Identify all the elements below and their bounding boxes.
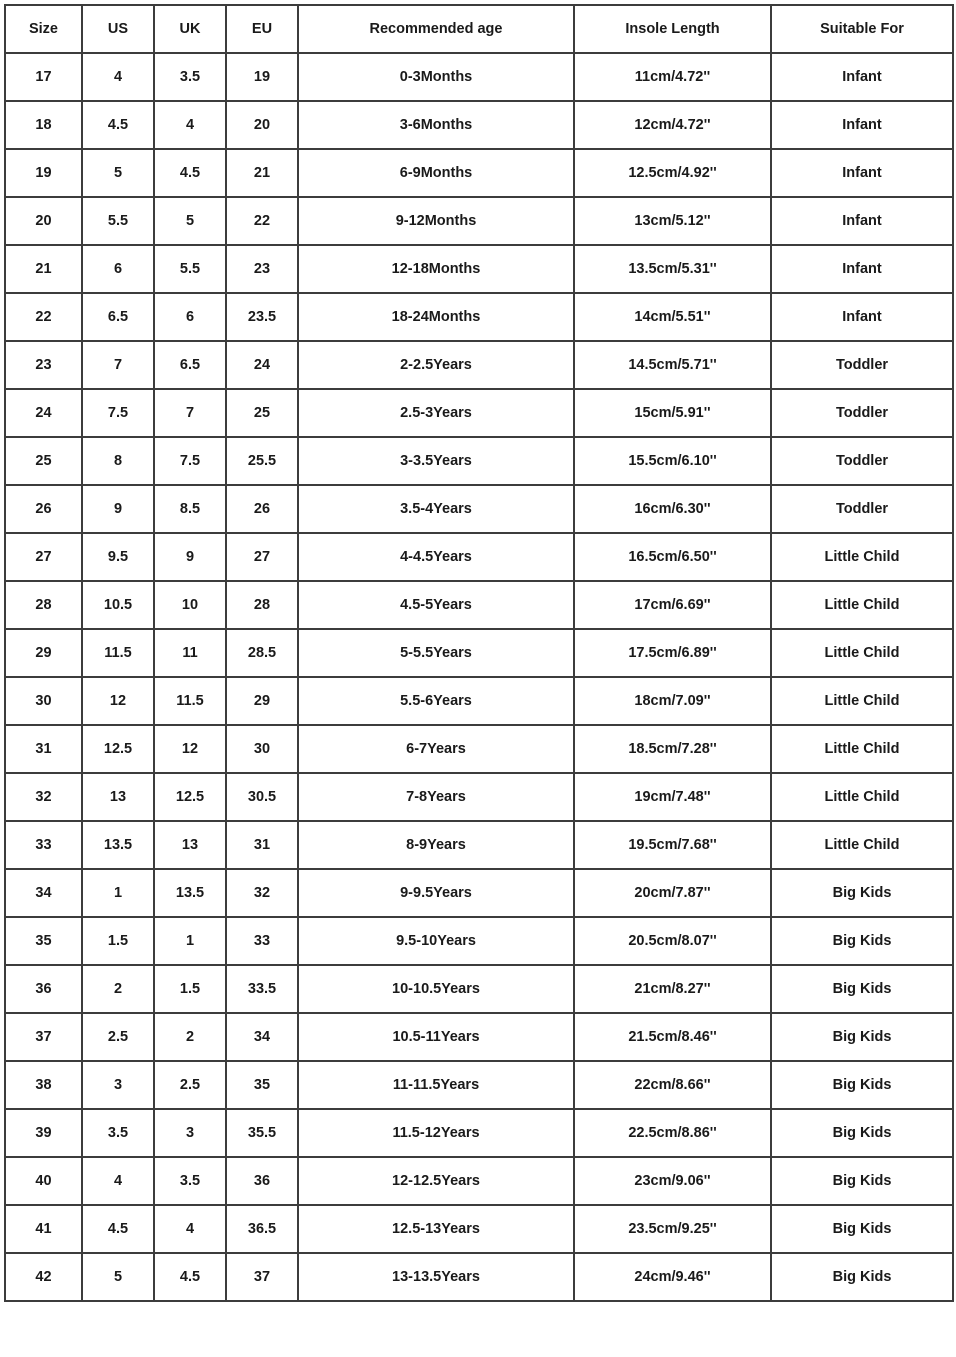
cell-recommended-age: 3-3.5Years — [298, 437, 574, 485]
cell-size: 17 — [5, 53, 82, 101]
table-row — [5, 197, 953, 245]
table-row — [5, 1061, 953, 1109]
table-row — [5, 389, 953, 437]
cell-eu: 37 — [226, 1253, 298, 1301]
cell-recommended-age: 6-7Years — [298, 725, 574, 773]
cell-us: 6 — [82, 245, 154, 293]
cell-eu: 30 — [226, 725, 298, 773]
cell-size: 19 — [5, 149, 82, 197]
cell-insole-length: 12cm/4.72'' — [574, 101, 771, 149]
cell-eu: 34 — [226, 1013, 298, 1061]
cell-recommended-age: 3-6Months — [298, 101, 574, 149]
cell-uk: 2.5 — [154, 1061, 226, 1109]
cell-us: 13 — [82, 773, 154, 821]
cell-suitable-for: Infant — [771, 149, 953, 197]
cell-eu: 22 — [226, 197, 298, 245]
cell-eu: 36 — [226, 1157, 298, 1205]
cell-recommended-age: 9-12Months — [298, 197, 574, 245]
table-row — [5, 965, 953, 1013]
cell-eu: 32 — [226, 869, 298, 917]
cell-eu: 25 — [226, 389, 298, 437]
cell-size: 42 — [5, 1253, 82, 1301]
cell-size: 20 — [5, 197, 82, 245]
cell-eu: 30.5 — [226, 773, 298, 821]
cell-eu: 33.5 — [226, 965, 298, 1013]
table-row — [5, 773, 953, 821]
cell-us: 10.5 — [82, 581, 154, 629]
cell-us: 13.5 — [82, 821, 154, 869]
cell-suitable-for: Toddler — [771, 437, 953, 485]
cell-uk: 3 — [154, 1109, 226, 1157]
cell-uk: 2 — [154, 1013, 226, 1061]
table-row — [5, 1205, 953, 1253]
cell-recommended-age: 18-24Months — [298, 293, 574, 341]
table-row — [5, 821, 953, 869]
cell-insole-length: 13.5cm/5.31'' — [574, 245, 771, 293]
cell-uk: 7 — [154, 389, 226, 437]
cell-recommended-age: 11-11.5Years — [298, 1061, 574, 1109]
table-body — [5, 53, 953, 1301]
cell-suitable-for: Little Child — [771, 581, 953, 629]
cell-size: 29 — [5, 629, 82, 677]
cell-size: 21 — [5, 245, 82, 293]
cell-us: 7 — [82, 341, 154, 389]
cell-insole-length: 24cm/9.46'' — [574, 1253, 771, 1301]
cell-suitable-for: Toddler — [771, 485, 953, 533]
cell-eu: 19 — [226, 53, 298, 101]
table-row — [5, 293, 953, 341]
cell-size: 36 — [5, 965, 82, 1013]
cell-eu: 35 — [226, 1061, 298, 1109]
cell-uk: 1.5 — [154, 965, 226, 1013]
table-row — [5, 149, 953, 197]
cell-eu: 27 — [226, 533, 298, 581]
cell-eu: 21 — [226, 149, 298, 197]
table-row — [5, 1253, 953, 1301]
cell-suitable-for: Little Child — [771, 677, 953, 725]
cell-eu: 26 — [226, 485, 298, 533]
cell-recommended-age: 5-5.5Years — [298, 629, 574, 677]
cell-uk: 6.5 — [154, 341, 226, 389]
cell-insole-length: 17cm/6.69'' — [574, 581, 771, 629]
table-row — [5, 1157, 953, 1205]
cell-uk: 6 — [154, 293, 226, 341]
cell-size: 34 — [5, 869, 82, 917]
cell-uk: 11.5 — [154, 677, 226, 725]
cell-size: 31 — [5, 725, 82, 773]
cell-recommended-age: 12.5-13Years — [298, 1205, 574, 1253]
cell-insole-length: 18cm/7.09'' — [574, 677, 771, 725]
cell-size: 38 — [5, 1061, 82, 1109]
header-us: US — [82, 5, 154, 53]
table-row — [5, 725, 953, 773]
cell-insole-length: 13cm/5.12'' — [574, 197, 771, 245]
cell-uk: 4 — [154, 1205, 226, 1253]
cell-suitable-for: Infant — [771, 197, 953, 245]
cell-recommended-age: 13-13.5Years — [298, 1253, 574, 1301]
cell-insole-length: 14.5cm/5.71'' — [574, 341, 771, 389]
cell-uk: 4.5 — [154, 149, 226, 197]
cell-recommended-age: 9-9.5Years — [298, 869, 574, 917]
cell-size: 41 — [5, 1205, 82, 1253]
header-uk: UK — [154, 5, 226, 53]
cell-us: 5.5 — [82, 197, 154, 245]
cell-insole-length: 15cm/5.91'' — [574, 389, 771, 437]
cell-size: 18 — [5, 101, 82, 149]
cell-suitable-for: Infant — [771, 293, 953, 341]
cell-eu: 36.5 — [226, 1205, 298, 1253]
cell-us: 7.5 — [82, 389, 154, 437]
cell-eu: 35.5 — [226, 1109, 298, 1157]
table-row — [5, 245, 953, 293]
cell-recommended-age: 12-12.5Years — [298, 1157, 574, 1205]
cell-uk: 1 — [154, 917, 226, 965]
cell-uk: 9 — [154, 533, 226, 581]
cell-size: 37 — [5, 1013, 82, 1061]
cell-recommended-age: 5.5-6Years — [298, 677, 574, 725]
table-header — [5, 5, 953, 53]
cell-suitable-for: Little Child — [771, 821, 953, 869]
cell-recommended-age: 4.5-5Years — [298, 581, 574, 629]
cell-suitable-for: Little Child — [771, 773, 953, 821]
cell-recommended-age: 2.5-3Years — [298, 389, 574, 437]
cell-us: 3.5 — [82, 1109, 154, 1157]
cell-suitable-for: Big Kids — [771, 1157, 953, 1205]
cell-suitable-for: Big Kids — [771, 965, 953, 1013]
cell-us: 4 — [82, 53, 154, 101]
table-row — [5, 677, 953, 725]
cell-eu: 23 — [226, 245, 298, 293]
cell-insole-length: 16cm/6.30'' — [574, 485, 771, 533]
cell-suitable-for: Big Kids — [771, 1061, 953, 1109]
cell-us: 2 — [82, 965, 154, 1013]
cell-uk: 3.5 — [154, 1157, 226, 1205]
cell-us: 8 — [82, 437, 154, 485]
cell-size: 23 — [5, 341, 82, 389]
cell-eu: 23.5 — [226, 293, 298, 341]
cell-insole-length: 17.5cm/6.89'' — [574, 629, 771, 677]
cell-suitable-for: Infant — [771, 245, 953, 293]
cell-suitable-for: Infant — [771, 53, 953, 101]
cell-uk: 4.5 — [154, 1253, 226, 1301]
cell-recommended-age: 0-3Months — [298, 53, 574, 101]
cell-recommended-age: 9.5-10Years — [298, 917, 574, 965]
cell-recommended-age: 10.5-11Years — [298, 1013, 574, 1061]
cell-insole-length: 11cm/4.72'' — [574, 53, 771, 101]
cell-size: 30 — [5, 677, 82, 725]
cell-uk: 4 — [154, 101, 226, 149]
cell-uk: 10 — [154, 581, 226, 629]
cell-uk: 13 — [154, 821, 226, 869]
cell-eu: 28 — [226, 581, 298, 629]
cell-uk: 12.5 — [154, 773, 226, 821]
table-row — [5, 581, 953, 629]
cell-uk: 7.5 — [154, 437, 226, 485]
cell-eu: 20 — [226, 101, 298, 149]
cell-us: 5 — [82, 1253, 154, 1301]
cell-eu: 31 — [226, 821, 298, 869]
cell-insole-length: 16.5cm/6.50'' — [574, 533, 771, 581]
cell-uk: 12 — [154, 725, 226, 773]
cell-size: 39 — [5, 1109, 82, 1157]
cell-us: 6.5 — [82, 293, 154, 341]
cell-size: 32 — [5, 773, 82, 821]
cell-eu: 28.5 — [226, 629, 298, 677]
cell-suitable-for: Infant — [771, 101, 953, 149]
table-row — [5, 485, 953, 533]
cell-suitable-for: Big Kids — [771, 1109, 953, 1157]
cell-us: 3 — [82, 1061, 154, 1109]
cell-recommended-age: 7-8Years — [298, 773, 574, 821]
cell-insole-length: 22cm/8.66'' — [574, 1061, 771, 1109]
cell-uk: 5.5 — [154, 245, 226, 293]
cell-insole-length: 22.5cm/8.86'' — [574, 1109, 771, 1157]
table-row — [5, 101, 953, 149]
header-suitable-for: Suitable For — [771, 5, 953, 53]
cell-eu: 29 — [226, 677, 298, 725]
header-insole-length: Insole Length — [574, 5, 771, 53]
cell-suitable-for: Little Child — [771, 629, 953, 677]
table-row — [5, 869, 953, 917]
cell-us: 4.5 — [82, 1205, 154, 1253]
cell-insole-length: 15.5cm/6.10'' — [574, 437, 771, 485]
cell-us: 4 — [82, 1157, 154, 1205]
header-size: Size — [5, 5, 82, 53]
cell-size: 24 — [5, 389, 82, 437]
header-eu: EU — [226, 5, 298, 53]
cell-recommended-age: 6-9Months — [298, 149, 574, 197]
table-row — [5, 341, 953, 389]
cell-us: 1 — [82, 869, 154, 917]
cell-us: 1.5 — [82, 917, 154, 965]
cell-size: 22 — [5, 293, 82, 341]
cell-uk: 13.5 — [154, 869, 226, 917]
cell-us: 11.5 — [82, 629, 154, 677]
cell-eu: 33 — [226, 917, 298, 965]
cell-uk: 11 — [154, 629, 226, 677]
cell-us: 5 — [82, 149, 154, 197]
cell-eu: 24 — [226, 341, 298, 389]
cell-suitable-for: Little Child — [771, 725, 953, 773]
cell-recommended-age: 11.5-12Years — [298, 1109, 574, 1157]
cell-us: 12.5 — [82, 725, 154, 773]
cell-uk: 5 — [154, 197, 226, 245]
cell-suitable-for: Big Kids — [771, 1013, 953, 1061]
table-row — [5, 533, 953, 581]
cell-us: 9.5 — [82, 533, 154, 581]
table-row — [5, 917, 953, 965]
cell-size: 28 — [5, 581, 82, 629]
cell-suitable-for: Big Kids — [771, 1253, 953, 1301]
cell-insole-length: 23.5cm/9.25'' — [574, 1205, 771, 1253]
cell-uk: 8.5 — [154, 485, 226, 533]
cell-insole-length: 18.5cm/7.28'' — [574, 725, 771, 773]
cell-us: 9 — [82, 485, 154, 533]
cell-us: 4.5 — [82, 101, 154, 149]
cell-suitable-for: Little Child — [771, 533, 953, 581]
cell-size: 27 — [5, 533, 82, 581]
cell-recommended-age: 10-10.5Years — [298, 965, 574, 1013]
cell-insole-length: 19cm/7.48'' — [574, 773, 771, 821]
cell-insole-length: 19.5cm/7.68'' — [574, 821, 771, 869]
cell-insole-length: 14cm/5.51'' — [574, 293, 771, 341]
cell-recommended-age: 3.5-4Years — [298, 485, 574, 533]
table-row — [5, 53, 953, 101]
cell-size: 26 — [5, 485, 82, 533]
cell-recommended-age: 8-9Years — [298, 821, 574, 869]
cell-size: 33 — [5, 821, 82, 869]
cell-insole-length: 20.5cm/8.07'' — [574, 917, 771, 965]
cell-suitable-for: Big Kids — [771, 1205, 953, 1253]
cell-us: 12 — [82, 677, 154, 725]
cell-eu: 25.5 — [226, 437, 298, 485]
cell-suitable-for: Toddler — [771, 341, 953, 389]
cell-suitable-for: Toddler — [771, 389, 953, 437]
cell-insole-length: 21cm/8.27'' — [574, 965, 771, 1013]
size-chart-table — [4, 4, 954, 1302]
cell-insole-length: 12.5cm/4.92'' — [574, 149, 771, 197]
cell-insole-length: 21.5cm/8.46'' — [574, 1013, 771, 1061]
cell-size: 35 — [5, 917, 82, 965]
cell-recommended-age: 4-4.5Years — [298, 533, 574, 581]
cell-recommended-age: 12-18Months — [298, 245, 574, 293]
cell-size: 25 — [5, 437, 82, 485]
cell-insole-length: 20cm/7.87'' — [574, 869, 771, 917]
header-recommended-age: Recommended age — [298, 5, 574, 53]
cell-suitable-for: Big Kids — [771, 917, 953, 965]
cell-recommended-age: 2-2.5Years — [298, 341, 574, 389]
table-row — [5, 1013, 953, 1061]
cell-suitable-for: Big Kids — [771, 869, 953, 917]
table-row — [5, 1109, 953, 1157]
cell-us: 2.5 — [82, 1013, 154, 1061]
header-row — [5, 5, 953, 53]
table-row — [5, 629, 953, 677]
cell-size: 40 — [5, 1157, 82, 1205]
cell-insole-length: 23cm/9.06'' — [574, 1157, 771, 1205]
table-row — [5, 437, 953, 485]
cell-uk: 3.5 — [154, 53, 226, 101]
